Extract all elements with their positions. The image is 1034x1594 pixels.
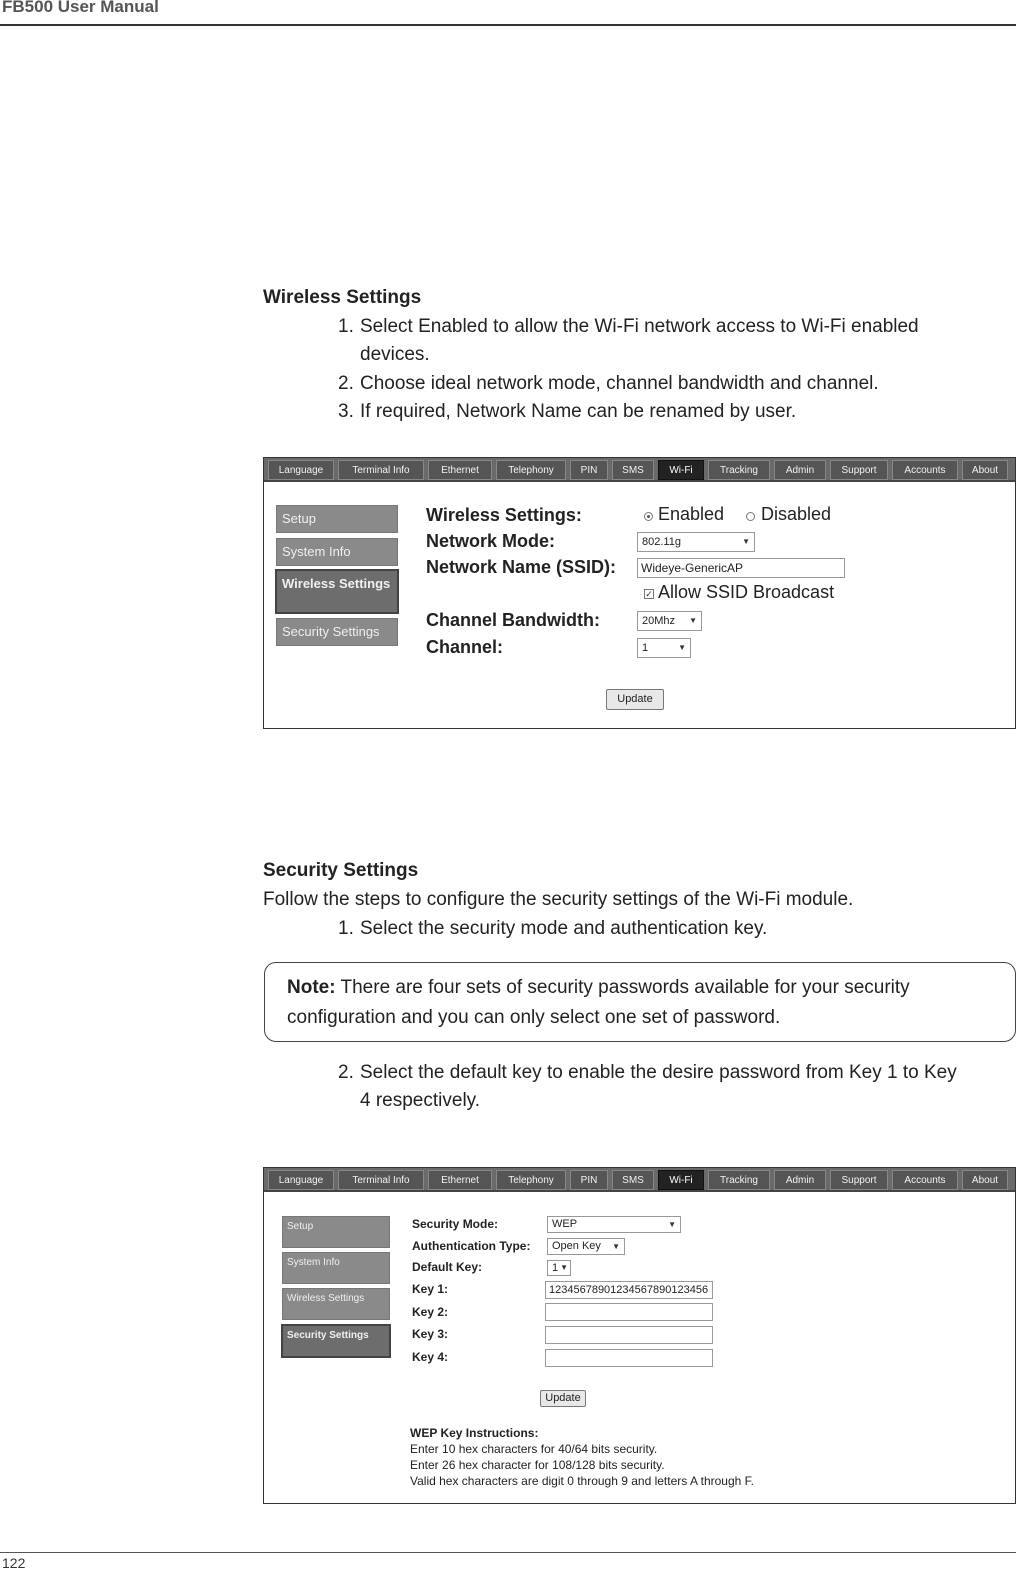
- tab-accounts[interactable]: Accounts: [892, 460, 958, 480]
- tab-about[interactable]: About: [962, 460, 1008, 480]
- security-step-1: [338, 915, 1018, 943]
- step-continuation: devices.: [360, 344, 430, 365]
- tab-support[interactable]: Support: [830, 460, 888, 480]
- key-1-label: Key 1:: [412, 1282, 449, 1296]
- bandwidth-value: 20Mhz: [642, 615, 676, 627]
- default-key-select[interactable]: [547, 1260, 571, 1276]
- disabled-radio[interactable]: [746, 512, 755, 521]
- tab-telephony[interactable]: Telephony: [496, 1170, 566, 1190]
- key-1-input[interactable]: 12345678901234567890123456: [545, 1281, 713, 1299]
- wireless-settings-screenshot: [263, 457, 1016, 729]
- sidebar-item-system-info[interactable]: System Info: [276, 538, 398, 566]
- wep-instruction-line: Enter 26 hex character for 108/128 bits security.: [410, 1458, 665, 1472]
- tab-language[interactable]: Language: [268, 1170, 334, 1190]
- sidebar-item-setup[interactable]: Setup: [282, 1216, 390, 1248]
- sidebar-item-setup[interactable]: Setup: [276, 505, 398, 533]
- key-2-label: Key 2:: [412, 1305, 449, 1319]
- wireless-step-1: [338, 313, 1018, 369]
- network-name-label: Network Name (SSID):: [426, 557, 617, 577]
- tab-sms[interactable]: SMS: [612, 460, 654, 480]
- wireless-step-3: [338, 398, 1018, 426]
- network-mode-value: 802.11g: [642, 536, 681, 548]
- security-settings-screenshot: [263, 1167, 1016, 1504]
- network-mode-select[interactable]: [637, 532, 755, 552]
- key-3-label: Key 3:: [412, 1327, 449, 1341]
- chevron-down-icon: ▼: [612, 1242, 620, 1251]
- step-number: 2.: [338, 1062, 354, 1083]
- nav-bar: [264, 458, 1015, 482]
- enabled-radio-label: Enabled: [658, 504, 725, 524]
- tab-terminal-info[interactable]: Terminal Info: [338, 1170, 424, 1190]
- step-text: If required, Network Name can be renamed by user.: [360, 401, 797, 422]
- tab-pin[interactable]: PIN: [570, 460, 608, 480]
- sidebar-item-security-settings[interactable]: Security Settings: [276, 618, 398, 646]
- step-continuation: 4 respectively.: [360, 1090, 481, 1111]
- step-number: 2.: [338, 373, 354, 394]
- chevron-down-icon: ▼: [668, 1220, 676, 1229]
- sidebar-item-security-settings[interactable]: Security Settings: [281, 1324, 391, 1358]
- key-4-input[interactable]: [545, 1349, 713, 1367]
- page-number: 122: [2, 1555, 26, 1571]
- chevron-down-icon: ▼: [560, 1263, 568, 1272]
- note-text: There are four sets of security passwords available for your security configuration and you can only select one set of password.: [287, 977, 910, 1028]
- step-text: Choose ideal network mode, channel bandwidth and channel.: [360, 373, 879, 394]
- header-rule: [0, 24, 1016, 26]
- tab-tracking[interactable]: Tracking: [708, 1170, 770, 1190]
- sidebar-item-wireless-settings[interactable]: Wireless Settings: [275, 569, 399, 614]
- wireless-settings-label: Wireless Settings:: [426, 505, 582, 525]
- wep-instruction-line: Valid hex characters are digit 0 through 9 and letters A through F.: [410, 1474, 754, 1488]
- chevron-down-icon: ▼: [742, 537, 750, 546]
- tab-pin[interactable]: PIN: [570, 1170, 608, 1190]
- chevron-down-icon: ▼: [689, 616, 697, 625]
- disabled-radio-label: Disabled: [761, 504, 832, 524]
- wep-instructions-title: WEP Key Instructions:: [410, 1426, 539, 1440]
- step-number: 1.: [338, 918, 354, 939]
- authentication-type-label: Authentication Type:: [412, 1239, 531, 1253]
- tab-language[interactable]: Language: [268, 460, 334, 480]
- security-intro: Follow the steps to configure the security settings of the Wi-Fi module.: [263, 889, 854, 910]
- note-box: [264, 962, 1016, 1042]
- tab-terminal-info[interactable]: Terminal Info: [338, 460, 424, 480]
- ssid-input[interactable]: Wideye-GenericAP: [637, 558, 845, 578]
- tab-ethernet[interactable]: Ethernet: [428, 1170, 492, 1190]
- footer-rule: [0, 1552, 1016, 1553]
- default-key-label: Default Key:: [412, 1260, 483, 1274]
- update-button[interactable]: Update: [606, 689, 664, 710]
- channel-select[interactable]: [637, 638, 691, 658]
- auth-type-value: Open Key: [552, 1240, 601, 1252]
- security-mode-label: Security Mode:: [412, 1217, 499, 1231]
- channel-value: 1: [642, 642, 649, 654]
- step-text: Select the default key to enable the desire password from Key 1 to Key: [360, 1062, 957, 1083]
- step-number: 1.: [338, 316, 354, 337]
- chevron-down-icon: ▼: [678, 643, 686, 652]
- step-number: 3.: [338, 401, 354, 422]
- tab-accounts[interactable]: Accounts: [892, 1170, 958, 1190]
- security-mode-select[interactable]: [547, 1216, 681, 1233]
- security-mode-value: WEP: [552, 1218, 578, 1230]
- wep-instruction-line: Enter 10 hex characters for 40/64 bits security.: [410, 1442, 658, 1456]
- tab-wifi[interactable]: Wi-Fi: [658, 1170, 704, 1190]
- sidebar-item-wireless-settings[interactable]: Wireless Settings: [282, 1288, 390, 1320]
- tab-admin[interactable]: Admin: [774, 460, 826, 480]
- allow-ssid-broadcast-label: Allow SSID Broadcast: [658, 582, 835, 602]
- channel-bandwidth-label: Channel Bandwidth:: [426, 610, 600, 630]
- tab-wifi[interactable]: Wi-Fi: [658, 460, 704, 480]
- enabled-radio[interactable]: [644, 512, 653, 521]
- authentication-type-select[interactable]: [547, 1238, 625, 1255]
- tab-about[interactable]: About: [962, 1170, 1008, 1190]
- tab-tracking[interactable]: Tracking: [708, 460, 770, 480]
- key-4-label: Key 4:: [412, 1350, 449, 1364]
- network-mode-label: Network Mode:: [426, 531, 556, 551]
- channel-label: Channel:: [426, 637, 504, 657]
- tab-admin[interactable]: Admin: [774, 1170, 826, 1190]
- channel-bandwidth-select[interactable]: [637, 611, 702, 631]
- step-text: Select Enabled to allow the Wi-Fi network access to Wi-Fi enabled: [360, 316, 919, 337]
- key-2-input[interactable]: [545, 1303, 713, 1321]
- wireless-step-2: [338, 370, 1018, 398]
- tab-sms[interactable]: SMS: [612, 1170, 654, 1190]
- default-key-value: 1: [552, 1262, 559, 1274]
- update-button[interactable]: Update: [540, 1390, 586, 1407]
- allow-ssid-broadcast-checkbox[interactable]: ✓: [645, 589, 653, 599]
- nav-bar: [264, 1168, 1015, 1192]
- tab-telephony[interactable]: Telephony: [496, 460, 566, 480]
- wireless-settings-heading: Wireless Settings: [263, 287, 422, 308]
- security-step-2: [338, 1059, 1018, 1115]
- tab-support[interactable]: Support: [830, 1170, 888, 1190]
- page-header-title: FB500 User Manual: [2, 0, 159, 16]
- step-text: Select the security mode and authentication key.: [360, 918, 768, 939]
- key-3-input[interactable]: [545, 1326, 713, 1344]
- sidebar-item-system-info[interactable]: System Info: [282, 1252, 390, 1284]
- note-label: Note:: [287, 977, 336, 998]
- tab-ethernet[interactable]: Ethernet: [428, 460, 492, 480]
- security-settings-heading: Security Settings: [263, 860, 419, 881]
